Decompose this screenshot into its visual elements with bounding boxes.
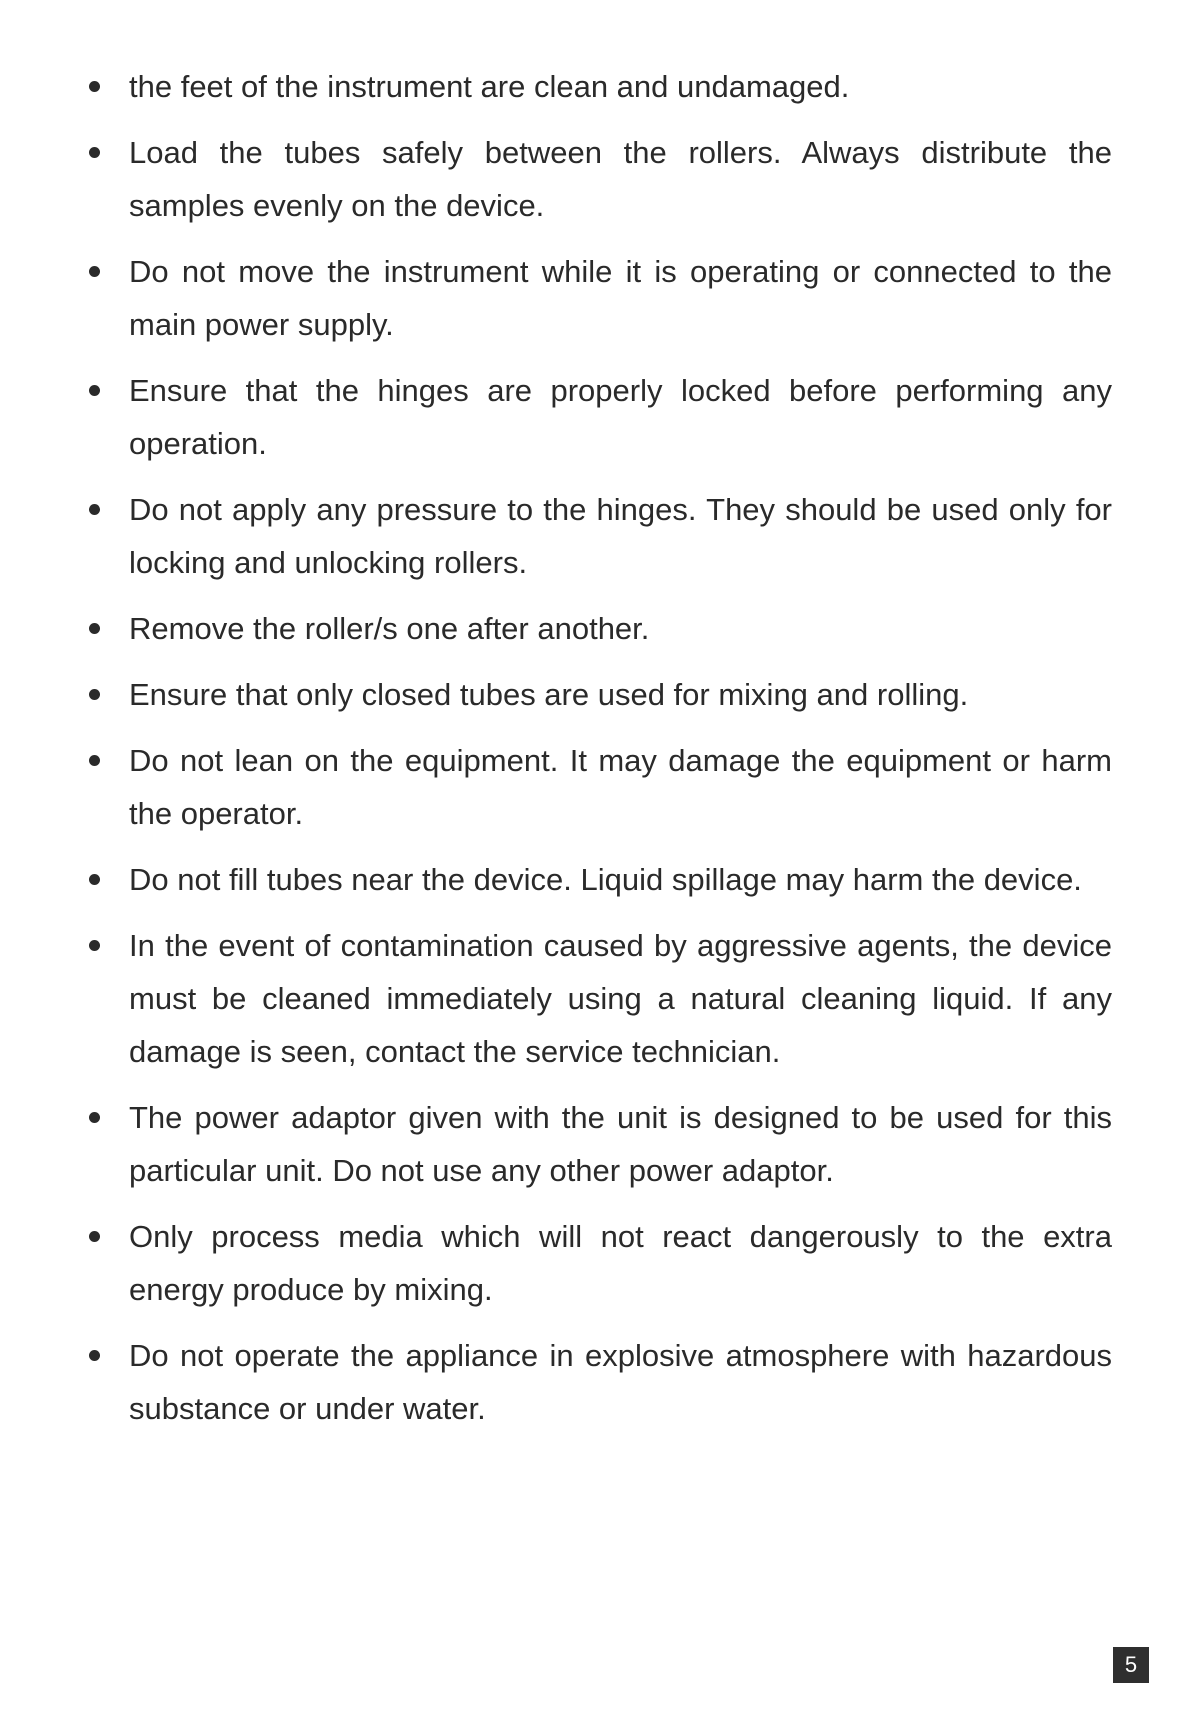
bullet-icon <box>89 266 100 277</box>
list-item <box>0 919 1200 1078</box>
list-item <box>0 483 1200 589</box>
list-item-text: Do not lean on the equipment. It may damage the equipment or harm the operator. <box>129 743 1112 831</box>
list-item <box>0 1329 1200 1435</box>
list-item-text: In the event of contamination caused by aggressive agents, the device must be cleaned immediately using a natural cleaning liquid. If any damage is seen, contact the service technician. <box>129 928 1112 1069</box>
bullet-icon <box>89 385 100 396</box>
list-item <box>0 853 1200 906</box>
list-item <box>0 1210 1200 1316</box>
list-item-text: Only process media which will not react dangerously to the extra energy produce by mixing. <box>129 1219 1112 1307</box>
list-item <box>0 364 1200 470</box>
bullet-icon <box>89 874 100 885</box>
list-item-text: Do not move the instrument while it is operating or connected to the main power supply. <box>129 254 1112 342</box>
list-item-text: Do not operate the appliance in explosive atmosphere with hazardous substance or under water. <box>129 1338 1112 1426</box>
bullet-icon <box>89 1231 100 1242</box>
bullet-icon <box>89 1350 100 1361</box>
bullet-icon <box>89 623 100 634</box>
list-item-text: Do not apply any pressure to the hinges. They should be used only for locking and unlocking rollers. <box>129 492 1112 580</box>
bullet-icon <box>89 755 100 766</box>
list-item-text: Do not fill tubes near the device. Liquid spillage may harm the device. <box>129 862 1082 897</box>
list-item-text: Ensure that only closed tubes are used for mixing and rolling. <box>129 677 969 712</box>
list-item <box>0 602 1200 655</box>
list-item <box>0 1091 1200 1197</box>
safety-instructions-list <box>0 60 1200 1448</box>
bullet-icon <box>89 689 100 700</box>
bullet-icon <box>89 504 100 515</box>
list-item <box>0 245 1200 351</box>
list-item-text: Remove the roller/s one after another. <box>129 611 650 646</box>
list-item-text: Ensure that the hinges are properly locked before performing any operation. <box>129 373 1112 461</box>
bullet-icon <box>89 81 100 92</box>
list-item <box>0 734 1200 840</box>
bullet-icon <box>89 940 100 951</box>
list-item <box>0 668 1200 721</box>
list-item-text: The power adaptor given with the unit is designed to be used for this particular unit. Do not use any other power adaptor. <box>129 1100 1112 1188</box>
bullet-icon <box>89 1112 100 1123</box>
list-item-text: Load the tubes safely between the rollers. Always distribute the samples evenly on the device. <box>129 135 1112 223</box>
list-item <box>0 60 1200 113</box>
bullet-icon <box>89 147 100 158</box>
page-number: 5 <box>1113 1647 1149 1683</box>
list-item-text: the feet of the instrument are clean and undamaged. <box>129 69 850 104</box>
list-item <box>0 126 1200 232</box>
